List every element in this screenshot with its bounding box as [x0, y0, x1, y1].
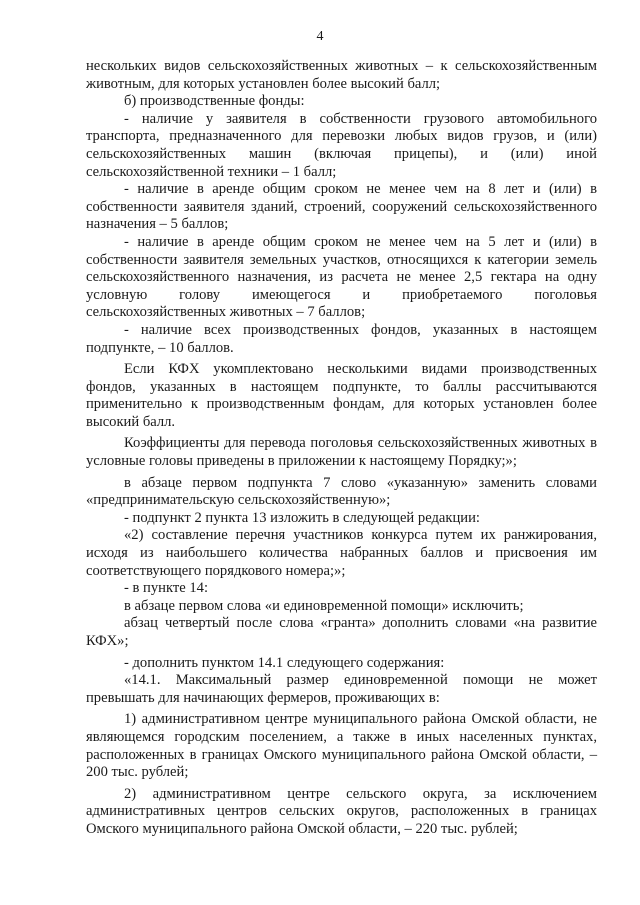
paragraph-subpoint-7-amendment: в абзаце первом подпункта 7 слово «указанную» заменить словами «предпринимательскую сельскохозяйственную»; — [86, 474, 597, 509]
paragraph-criterion-transport: - наличие у заявителя в собственности грузового автомобильного транспорта, предназначенного для перевозки любых видов грузов, и (или) сельскохозяйственных машин (включая прицепы), и (или) иной сельскохозяйственной техники – 1 балл; — [86, 110, 597, 180]
paragraph-point-14-first: в абзаце первом слова «и единовременной помощи» исключить; — [124, 597, 524, 614]
paragraph-point-14-1-item-1: 1) административном центре муниципального района Омской области, не являющемся городским поселением, а также в иных населенных пунктах, расположенных в границах Омского муниципального района Омской области, – 200 тыс. рублей; — [86, 711, 597, 781]
paragraph-criterion-land: - наличие в аренде общим сроком не менее чем на 5 лет и (или) в собственности заявителя земельных участков, относящихся к категории земель сельскохозяйственного назначения, из расчета не менее 2,5 гектара на одну условную голову имеющегося и приобретаемого поголовья сельскохозяйственных животных – 7 баллов; — [86, 233, 597, 321]
paragraph-multiple-funds-rule: Если КФХ укомплектовано несколькими видами производственных фондов, указанных в настоящем подпункте, то баллы рассчитываются применительно к производственным фондам, для которых установлен более высокий балл. — [86, 361, 597, 430]
paragraph-point-13-new-text: «2) составление перечня участников конкурса путем их ранжирования, исходя из наибольшего количества набранных баллов и присвоения им соответствующего порядкового номера;»; — [86, 527, 597, 579]
paragraph-point-14-1-text: «14.1. Максимальный размер единовременной помощи не может превышать для начинающих фермеров, проживающих в: — [86, 672, 597, 706]
paragraph-point-14-fourth: абзац четвертый после слова «гранта» дополнить словами «на развитие КФХ»; — [86, 615, 597, 649]
paragraph-point-14-1-heading: - дополнить пунктом 14.1 следующего содержания: — [124, 654, 445, 671]
page-number: 4 — [316, 29, 324, 44]
paragraph-criterion-all-funds: - наличие всех производственных фондов, указанных в настоящем подпункте, – 10 баллов. — [86, 321, 597, 356]
paragraph-point-14-1-item-2: 2) административном центре сельского округа, за исключением административных центров сельских округов, расположенных в границах Омского муниципального района Омской области, – 220 тыс. рублей; — [86, 785, 597, 837]
paragraph-criterion-buildings: - наличие в аренде общим сроком не менее чем на 8 лет и (или) в собственности заявителя зданий, строений, сооружений сельскохозяйственного назначения – 5 баллов; — [86, 181, 597, 233]
document-body — [86, 58, 597, 839]
paragraph-point-13-amendment: - подпункт 2 пункта 13 изложить в следующей редакции: — [124, 509, 480, 526]
paragraph-point-14-heading: - в пункте 14: — [124, 580, 209, 597]
paragraph-continuation: нескольких видов сельскохозяйственных животных – к сельскохозяйственным животным, для которых установлен более высокий балл; — [86, 58, 597, 92]
paragraph-subheading-production-funds: б) производственные фонды: — [124, 93, 305, 110]
paragraph-coefficients: Коэффициенты для перевода поголовья сельскохозяйственных животных в условные головы приведены в приложении к настоящему Порядку;»; — [86, 435, 597, 470]
